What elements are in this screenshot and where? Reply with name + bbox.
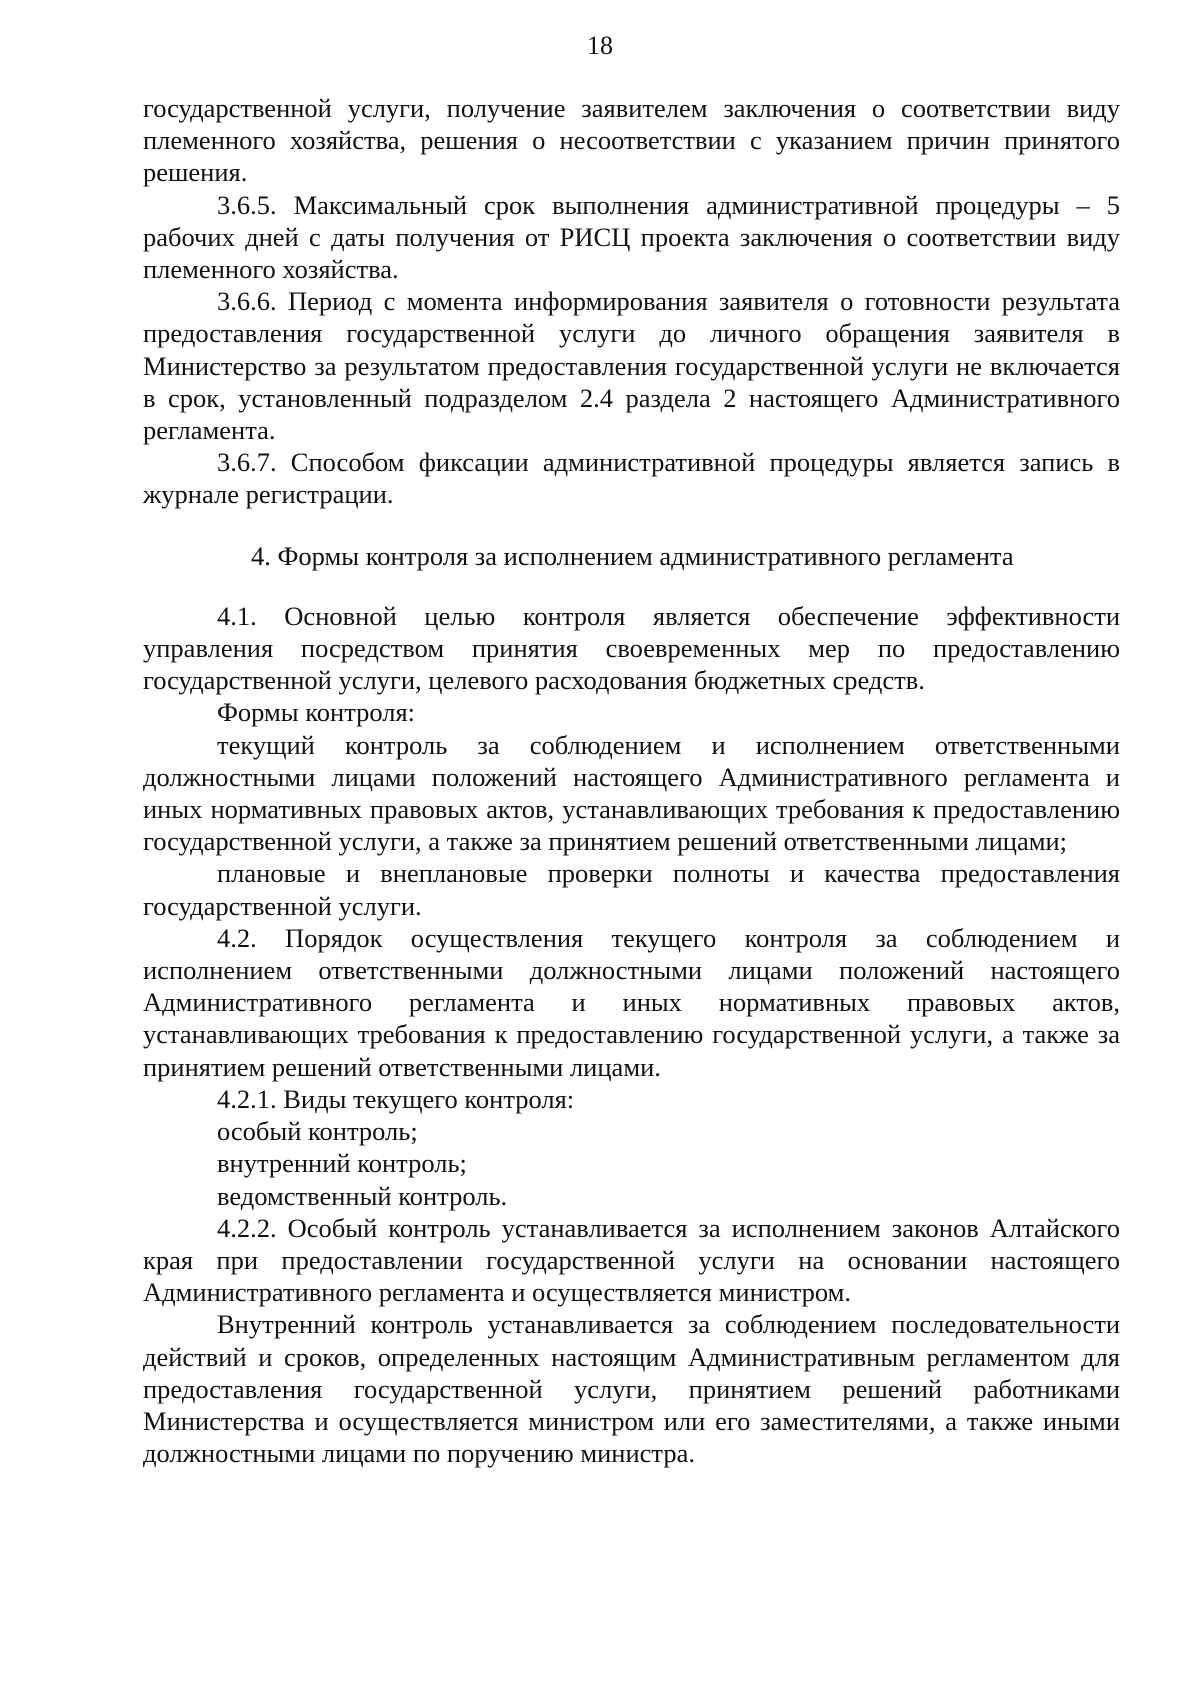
paragraph-4-2: 4.2. Порядок осуществления текущего контроля за соблюдением и исполнением ответственными должностными лицами положений настоящего Административного регламента и иных нормативных правовых актов, устанавливающих требования к предоставлению государственной услуги, а также за принятием решений ответственными лицами. — [143, 922, 1120, 1082]
paragraph-4-1: 4.1. Основной целью контроля является обеспечение эффективности управления посредством принятия своевременных мер по предоставлению государственной услуги, целевого расходования бюджетных средств. — [143, 600, 1120, 696]
paragraph-continuation: государственной услуги, получение заявителем заключения о соответствии виду племенного хозяйства, решения о несоответствии с указанием причин принятого решения. — [143, 93, 1120, 188]
paragraph-internal-control: Внутренний контроль устанавливается за соблюдением последовательности действий и сроков, определенных настоящим Административным регламентом для предоставления государственной услуги, принятием решений работниками Министерства и осуществляется министром или его заместителями, а также иными должностными лицами по поручению министра. — [143, 1309, 1120, 1469]
list-item-departmental-control: ведомственный контроль. — [217, 1180, 508, 1211]
paragraph-4-2-1: 4.2.1. Виды текущего контроля: — [217, 1083, 575, 1114]
paragraph-3-6-6: 3.6.6. Период с момента информирования заявителя о готовности результата предоставления государственной услуги до личного обращения заявителя в Министерство за результатом предоставления государственной услуги не включается в срок, установленный подразделом 2.4 раздела 2 настоящего Административного регламента. — [143, 286, 1120, 446]
paragraph-4-2-2: 4.2.2. Особый контроль устанавливается за исполнением законов Алтайского края при предоставлении государственной услуги на основании настоящего Административного регламента и осуществляется министром. — [143, 1212, 1120, 1308]
paragraph-3-6-5: 3.6.5. Максимальный срок выполнения административной процедуры – 5 рабочих дней с даты получения от РИСЦ проекта заключения о соответствии виду племенного хозяйства. — [143, 189, 1120, 285]
paragraph-current-control: текущий контроль за соблюдением и исполнением ответственными должностными лицами положений настоящего Административного регламента и иных нормативных правовых актов, устанавливающих требования к предоставлению государственной услуги, а также за принятием решений ответственными лицами; — [143, 729, 1120, 857]
document-body — [143, 92, 1120, 1469]
list-item-internal-control: внутренний контроль; — [217, 1148, 467, 1179]
page-number: 18 — [587, 31, 613, 60]
paragraph-3-6-7: 3.6.7. Способом фиксации административной процедуры является запись в журнале регистрации. — [143, 447, 1120, 510]
paragraph-inspections: плановые и внеплановые проверки полноты и качества предоставления государственной услуги. — [143, 858, 1120, 921]
paragraph-forms-label: Формы контроля: — [217, 697, 416, 728]
list-item-special-control: особый контроль; — [217, 1116, 418, 1147]
section-heading: 4. Формы контроля за исполнением административного регламента — [251, 540, 1014, 571]
